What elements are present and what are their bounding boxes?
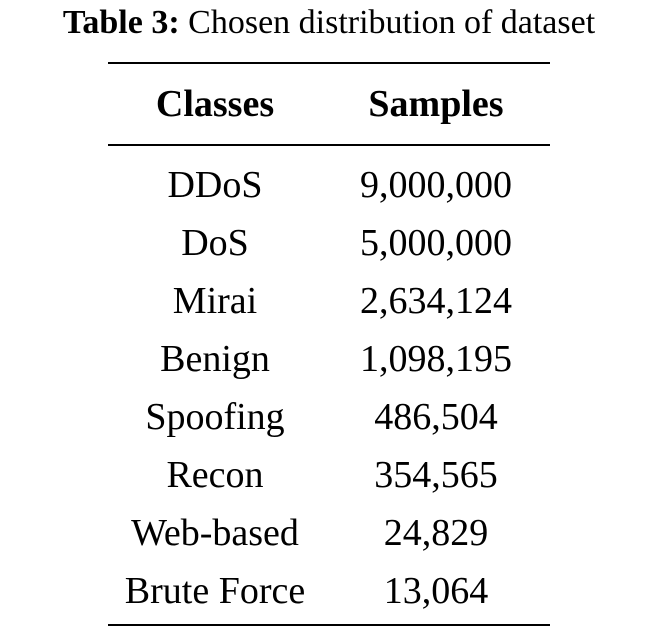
- class-cell: Web-based: [131, 512, 299, 554]
- table-row: [108, 214, 550, 272]
- table-row: [108, 562, 550, 625]
- table-caption-text: Chosen distribution of dataset: [188, 4, 596, 41]
- table-row: [108, 145, 550, 214]
- samples-cell: 354,565: [374, 454, 498, 496]
- distribution-table: [108, 62, 550, 626]
- samples-cell: 1,098,195: [360, 338, 512, 380]
- table-header-row: [108, 63, 550, 145]
- table-caption: [0, 0, 658, 46]
- table-row: [108, 272, 550, 330]
- class-cell: Brute Force: [124, 570, 306, 612]
- samples-cell: 486,504: [374, 396, 498, 438]
- table-row: [108, 330, 550, 388]
- samples-cell: 5,000,000: [360, 222, 512, 264]
- class-cell: Recon: [166, 454, 264, 496]
- samples-cell: 13,064: [383, 570, 489, 612]
- table-row: [108, 446, 550, 504]
- class-cell: Spoofing: [145, 396, 285, 438]
- header-samples: Samples: [368, 83, 504, 125]
- class-cell: DoS: [181, 222, 249, 264]
- class-cell: Benign: [160, 338, 270, 380]
- class-cell: Mirai: [172, 280, 258, 322]
- samples-cell: 24,829: [383, 512, 489, 554]
- table-caption-label: Table 3:: [62, 4, 180, 41]
- table-row: [108, 388, 550, 446]
- distribution-table-container: [108, 62, 550, 626]
- samples-cell: 9,000,000: [360, 164, 512, 206]
- samples-cell: 2,634,124: [360, 280, 512, 322]
- table-row: [108, 504, 550, 562]
- class-cell: DDoS: [167, 164, 263, 206]
- header-classes: Classes: [155, 83, 275, 125]
